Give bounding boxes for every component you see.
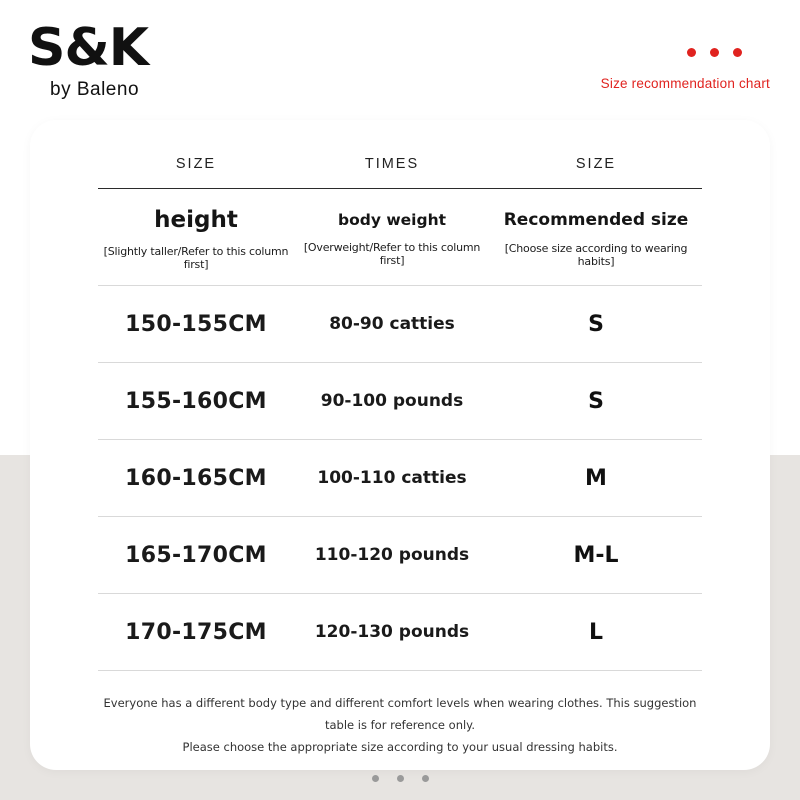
cell-height: 155-160CM <box>125 388 267 414</box>
carousel-pagination[interactable] <box>98 775 702 782</box>
column-header-size-recommend: SIZE <box>575 156 617 172</box>
pagination-dot-icon[interactable] <box>372 775 379 782</box>
divider <box>98 670 702 671</box>
subheader-height-title: height <box>154 207 238 233</box>
header-dot-icon <box>733 48 742 57</box>
cell-weight: 100-110 catties <box>317 468 467 488</box>
cell-size: M <box>585 465 607 491</box>
subheader-height-note: [Slightly taller/Refer to this column first] <box>103 245 289 271</box>
header-dot-icon <box>710 48 719 57</box>
pagination-dot-icon[interactable] <box>422 775 429 782</box>
subheader-weight <box>294 211 490 267</box>
table-subheader-row <box>98 189 702 285</box>
cell-weight: 120-130 pounds <box>314 622 470 642</box>
column-header-size-height: SIZE <box>175 156 217 172</box>
cell-height: 150-155CM <box>125 311 267 337</box>
table-row <box>98 363 702 439</box>
header-dots <box>687 48 742 57</box>
footnote-line-2: Please choose the appropriate size according to your usual dressing habits. <box>182 739 618 754</box>
cell-height: 170-175CM <box>125 619 267 645</box>
subheader-weight-note: [Overweight/Refer to this column first] <box>303 241 481 267</box>
brand-name: S&K <box>28 18 149 78</box>
subheader-height <box>98 207 294 271</box>
brand-byline: by Baleno <box>50 79 140 100</box>
page-title: Size recommendation chart <box>600 76 770 91</box>
pagination-dot-icon[interactable] <box>397 775 404 782</box>
cell-size: M-L <box>573 542 619 568</box>
cell-weight: 80-90 catties <box>329 314 455 334</box>
cell-weight: 90-100 pounds <box>320 391 464 411</box>
cell-size: S <box>588 388 604 414</box>
subheader-recommended-size-note: [Choose size according to wearing habits] <box>504 242 688 268</box>
brand-logo <box>28 18 149 100</box>
cell-size: S <box>588 311 604 337</box>
cell-height: 165-170CM <box>125 542 267 568</box>
header-dot-icon <box>687 48 696 57</box>
subheader-recommended-size <box>490 210 702 268</box>
footnote-line-1: Everyone has a different body type and different comfort levels when wearing clothes. This suggestion table is for reference only. <box>103 696 697 732</box>
cell-size: L <box>588 619 604 645</box>
table-row <box>98 517 702 593</box>
subheader-recommended-size-title: Recommended size <box>503 210 689 230</box>
table-row <box>98 440 702 516</box>
cell-weight: 110-120 pounds <box>314 545 470 565</box>
size-chart-card <box>30 120 770 770</box>
cell-height: 160-165CM <box>125 465 267 491</box>
table-row <box>98 594 702 670</box>
footnote <box>98 693 702 759</box>
table-header-row <box>98 140 702 188</box>
column-header-times: TIMES <box>364 156 420 172</box>
table-row <box>98 286 702 362</box>
size-table <box>98 140 702 782</box>
subheader-weight-title: body weight <box>337 211 447 229</box>
